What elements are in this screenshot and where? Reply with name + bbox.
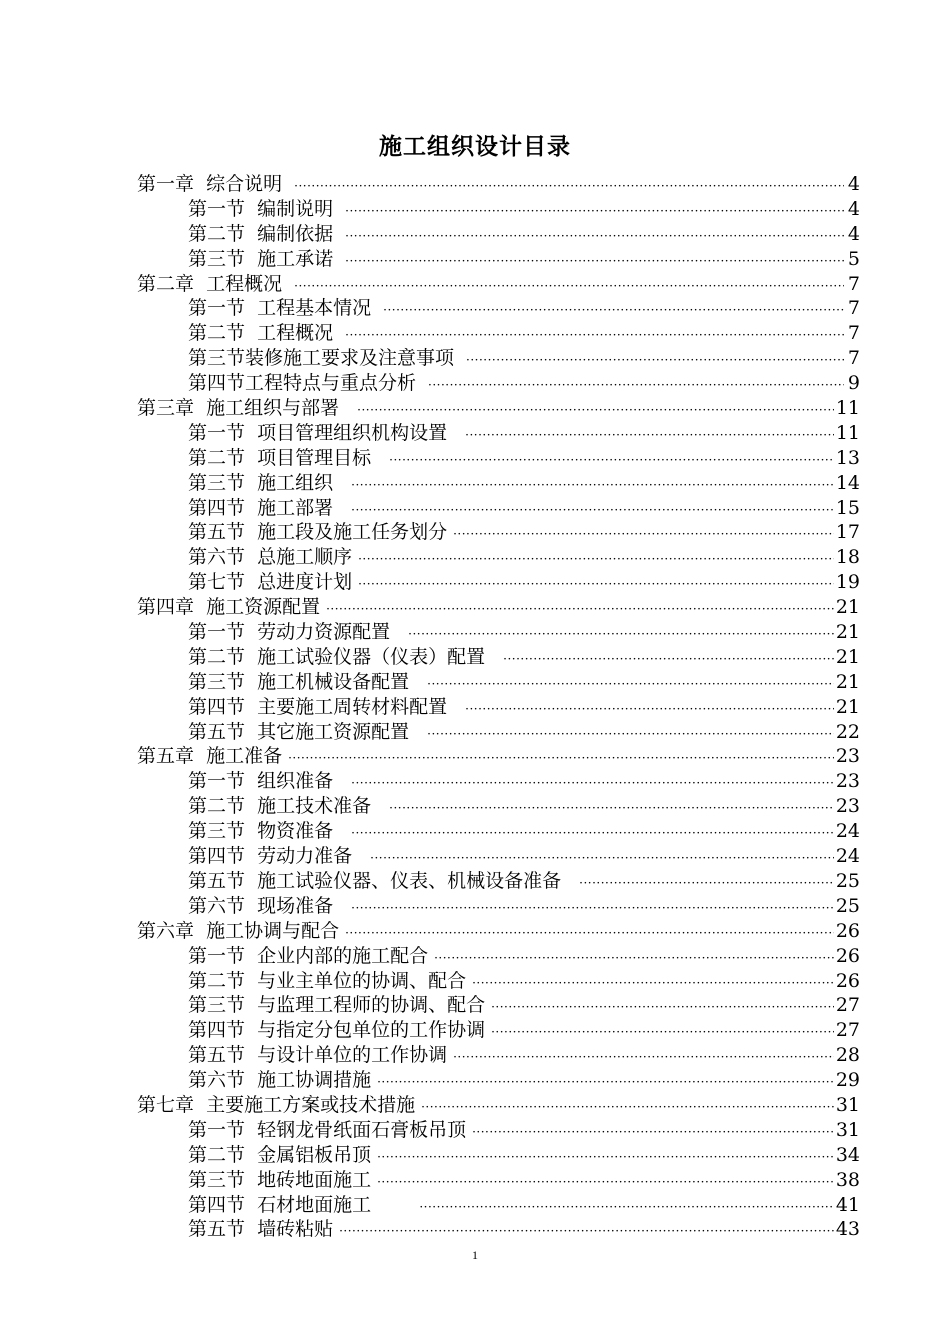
toc-entry-label: 第四章 施工资源配置 bbox=[137, 596, 321, 619]
toc-entry-page: 23 bbox=[835, 795, 860, 818]
toc-entry-page: 7 bbox=[847, 297, 860, 320]
toc-section-entry[interactable] bbox=[137, 1168, 860, 1193]
toc-section-entry[interactable] bbox=[137, 321, 860, 346]
toc-entry-page: 21 bbox=[835, 695, 860, 718]
toc-section-entry[interactable] bbox=[137, 620, 860, 645]
toc-leader-dots bbox=[377, 1070, 834, 1095]
toc-section-entry[interactable] bbox=[137, 944, 860, 969]
toc-entry-page: 27 bbox=[835, 1019, 860, 1042]
toc-section-entry[interactable] bbox=[137, 346, 860, 371]
toc-entry-page: 23 bbox=[835, 770, 860, 793]
toc-entry-page: 21 bbox=[835, 621, 860, 644]
toc-entry-page: 4 bbox=[847, 197, 860, 220]
toc-leader-dots bbox=[453, 522, 834, 547]
toc-entry-label: 第二节 施工技术准备 bbox=[188, 795, 384, 818]
toc-section-entry[interactable] bbox=[137, 247, 860, 272]
toc-entry-label: 第七章 主要施工方案或技术措施 bbox=[137, 1093, 416, 1116]
toc-entry-page: 27 bbox=[835, 994, 860, 1017]
toc-leader-dots bbox=[326, 597, 834, 622]
toc-leader-dots bbox=[345, 249, 844, 274]
toc-entry-label: 第一节 企业内部的施工配合 bbox=[188, 944, 429, 967]
toc-section-entry[interactable] bbox=[137, 1018, 860, 1043]
toc-entry-label: 第一节 劳动力资源配置 bbox=[188, 621, 403, 644]
toc-leader-dots bbox=[351, 771, 834, 796]
toc-entry-label: 第三节 施工组织 bbox=[188, 471, 346, 494]
toc-entry-page: 25 bbox=[835, 869, 860, 892]
toc-entry-label: 第二节 与业主单位的协调、配合 bbox=[188, 969, 467, 992]
toc-entry-page: 7 bbox=[847, 347, 860, 370]
toc-entry-page: 17 bbox=[835, 521, 860, 544]
toc-leader-dots bbox=[579, 871, 834, 896]
toc-entry-label: 第三节 施工机械设备配置 bbox=[188, 670, 422, 693]
toc-section-entry[interactable] bbox=[137, 1217, 860, 1242]
toc-leader-dots bbox=[503, 647, 834, 672]
toc-entry-label: 第七节 总进度计划 bbox=[188, 571, 353, 594]
toc-leader-dots bbox=[434, 946, 834, 971]
toc-section-entry[interactable] bbox=[137, 1193, 860, 1218]
toc-leader-dots bbox=[472, 1120, 834, 1145]
toc-leader-dots bbox=[370, 846, 834, 871]
toc-entry-label: 第一节 编制说明 bbox=[188, 197, 340, 220]
toc-entry-page: 4 bbox=[847, 222, 860, 245]
toc-entry-page: 21 bbox=[835, 596, 860, 619]
toc-entry-label: 第四节 与指定分包单位的工作协调 bbox=[188, 1019, 486, 1042]
toc-entry-page: 24 bbox=[835, 820, 860, 843]
toc-chapter-entry[interactable] bbox=[137, 396, 860, 421]
toc-leader-dots bbox=[358, 572, 834, 597]
toc-section-entry[interactable] bbox=[137, 421, 860, 446]
toc-entry-page: 13 bbox=[835, 446, 860, 469]
toc-entry-page: 26 bbox=[835, 919, 860, 942]
toc-leader-dots bbox=[408, 622, 834, 647]
toc-entry-label: 第三节 与监理工程师的协调、配合 bbox=[188, 994, 486, 1017]
toc-entry-page: 11 bbox=[835, 397, 860, 420]
toc-entry-page: 21 bbox=[835, 645, 860, 668]
toc-entry-label: 第一章 综合说明 bbox=[137, 173, 289, 195]
toc-leader-dots bbox=[377, 1170, 834, 1195]
toc-section-entry[interactable] bbox=[137, 695, 860, 720]
toc-entry-label: 第二节 工程概况 bbox=[188, 322, 340, 345]
toc-entry-label: 第四节 主要施工周转材料配置 bbox=[188, 695, 460, 718]
toc-entry-label: 第二节 编制依据 bbox=[188, 222, 340, 245]
toc-section-entry[interactable] bbox=[137, 645, 860, 670]
toc-entry-page: 21 bbox=[835, 670, 860, 693]
toc-entry-page: 22 bbox=[835, 720, 860, 743]
toc-leader-dots bbox=[377, 1145, 834, 1170]
toc-entry-page: 11 bbox=[835, 421, 860, 444]
toc-section-entry[interactable] bbox=[137, 769, 860, 794]
toc-entry-page: 41 bbox=[835, 1193, 860, 1216]
toc-entry-label: 第六节 现场准备 bbox=[188, 894, 346, 917]
toc-leader-dots bbox=[389, 448, 834, 473]
toc-entry-page: 26 bbox=[835, 944, 860, 967]
toc-entry-label: 第三节装修施工要求及注意事项 bbox=[188, 347, 461, 370]
toc-section-entry[interactable] bbox=[137, 496, 860, 521]
toc-section-entry[interactable] bbox=[137, 819, 860, 844]
toc-section-entry[interactable] bbox=[137, 1043, 860, 1068]
toc-entry-page: 23 bbox=[835, 745, 860, 768]
toc-leader-dots bbox=[351, 498, 834, 523]
toc-leader-dots bbox=[472, 971, 834, 996]
toc-chapter-entry[interactable] bbox=[137, 1093, 860, 1118]
toc-section-entry[interactable] bbox=[137, 720, 860, 745]
toc-leader-dots bbox=[345, 224, 844, 249]
toc-entry-page: 43 bbox=[835, 1218, 860, 1241]
toc-entry-label: 第三章 施工组织与部署 bbox=[137, 397, 352, 420]
toc-section-entry[interactable] bbox=[137, 794, 860, 819]
toc-leader-dots bbox=[427, 672, 834, 697]
toc-entry-label: 第五节 墙砖粘贴 bbox=[188, 1218, 334, 1241]
toc-chapter-entry[interactable] bbox=[137, 272, 860, 297]
toc-entry-label: 第一节 轻钢龙骨纸面石膏板吊顶 bbox=[188, 1118, 467, 1141]
toc-section-entry[interactable] bbox=[137, 969, 860, 994]
toc-leader-dots bbox=[465, 423, 834, 448]
toc-section-entry[interactable] bbox=[137, 670, 860, 695]
toc-leader-dots bbox=[491, 1020, 834, 1045]
toc-chapter-entry[interactable] bbox=[137, 744, 860, 769]
toc-entry-label: 第二章 工程概况 bbox=[137, 272, 289, 295]
toc-leader-dots bbox=[345, 921, 834, 946]
toc-section-entry[interactable] bbox=[137, 1118, 860, 1143]
toc-section-entry[interactable] bbox=[137, 993, 860, 1018]
toc-entry-page: 24 bbox=[835, 845, 860, 868]
toc-leader-dots bbox=[294, 274, 844, 299]
toc-leader-dots bbox=[288, 746, 834, 771]
toc-section-entry[interactable] bbox=[137, 296, 860, 321]
toc-leader-dots bbox=[421, 1095, 834, 1120]
toc-leader-dots bbox=[465, 697, 834, 722]
toc-section-entry[interactable] bbox=[137, 222, 860, 247]
toc-entry-label: 第五节 施工试验仪器、仪表、机械设备准备 bbox=[188, 869, 574, 892]
toc-entry-page: 9 bbox=[847, 372, 860, 395]
toc-entry-label: 第二节 金属铝板吊顶 bbox=[188, 1143, 372, 1166]
toc-leader-dots bbox=[427, 722, 834, 747]
toc-leader-dots bbox=[357, 398, 834, 423]
toc-leader-dots bbox=[453, 1045, 834, 1070]
toc-entry-label: 第三节 施工承诺 bbox=[188, 247, 340, 270]
toc-entry-label: 第五节 与设计单位的工作协调 bbox=[188, 1044, 448, 1067]
toc-leader-dots bbox=[358, 547, 834, 572]
toc-leader-dots bbox=[389, 796, 834, 821]
toc-chapter-entry[interactable] bbox=[137, 919, 860, 944]
toc-entry-page: 4 bbox=[847, 173, 860, 195]
toc-entry-page: 31 bbox=[835, 1118, 860, 1141]
toc-leader-dots bbox=[294, 174, 844, 199]
toc-leader-dots bbox=[345, 323, 844, 348]
toc-entry-label: 第六节 总施工顺序 bbox=[188, 546, 353, 569]
toc-leader-dots bbox=[383, 298, 844, 323]
toc-leader-dots bbox=[491, 995, 834, 1020]
toc-leader-dots bbox=[466, 348, 844, 373]
toc-leader-dots bbox=[428, 373, 844, 398]
toc-section-entry[interactable] bbox=[137, 545, 860, 570]
toc-entry-label: 第二节 施工试验仪器（仪表）配置 bbox=[188, 645, 498, 668]
toc-entry-label: 第一节 工程基本情况 bbox=[188, 297, 378, 320]
document-title: 施工组织设计目录 bbox=[379, 134, 571, 160]
toc-section-entry[interactable] bbox=[137, 570, 860, 595]
toc-entry-page: 15 bbox=[835, 496, 860, 519]
toc-leader-dots bbox=[339, 1219, 834, 1244]
toc-leader-dots bbox=[345, 199, 844, 224]
toc-entry-label: 第一节 项目管理组织机构设置 bbox=[188, 421, 460, 444]
toc-leader-dots bbox=[351, 821, 834, 846]
toc-entry-label: 第一节 组织准备 bbox=[188, 770, 346, 793]
toc-section-entry[interactable] bbox=[137, 197, 860, 222]
toc-leader-dots bbox=[419, 1195, 833, 1220]
toc-chapter-entry[interactable] bbox=[137, 172, 860, 197]
toc-entry-page: 7 bbox=[847, 272, 860, 295]
toc-entry-label: 第四节 施工部署 bbox=[188, 496, 346, 519]
toc-entry-label: 第二节 项目管理目标 bbox=[188, 446, 384, 469]
toc-entry-page: 25 bbox=[835, 894, 860, 917]
toc-entry-page: 18 bbox=[835, 546, 860, 569]
page-number: 1 bbox=[472, 1248, 478, 1262]
toc-entry-page: 38 bbox=[835, 1168, 860, 1191]
toc-entry-label: 第四节 劳动力准备 bbox=[188, 845, 365, 868]
toc-entry-label: 第五节 施工段及施工任务划分 bbox=[188, 521, 448, 544]
toc-entry-label: 第五节 其它施工资源配置 bbox=[188, 720, 422, 743]
toc-section-entry[interactable] bbox=[137, 520, 860, 545]
toc-entry-page: 28 bbox=[835, 1044, 860, 1067]
toc-leader-dots bbox=[351, 896, 834, 921]
toc-entry-page: 29 bbox=[835, 1069, 860, 1092]
toc-leader-dots bbox=[351, 473, 834, 498]
toc-entry-label: 第五章 施工准备 bbox=[137, 745, 283, 768]
toc-section-entry[interactable] bbox=[137, 1143, 860, 1168]
toc-section-entry[interactable] bbox=[137, 894, 860, 919]
toc-entry-label: 第三节 物资准备 bbox=[188, 820, 346, 843]
toc-entry-label: 第六节 施工协调措施 bbox=[188, 1069, 372, 1092]
toc-entry-label: 第四节工程特点与重点分析 bbox=[188, 372, 423, 395]
toc-section-entry[interactable] bbox=[137, 844, 860, 869]
toc-section-entry[interactable] bbox=[137, 446, 860, 471]
toc-section-entry[interactable] bbox=[137, 1068, 860, 1093]
toc-section-entry[interactable] bbox=[137, 869, 860, 894]
toc-entry-label: 第四节 石材地面施工 bbox=[188, 1193, 414, 1216]
toc-entry-page: 31 bbox=[835, 1093, 860, 1116]
toc-entry-label: 第三节 地砖地面施工 bbox=[188, 1168, 372, 1191]
table-of-contents bbox=[137, 172, 860, 1242]
toc-entry-page: 19 bbox=[835, 571, 860, 594]
toc-section-entry[interactable] bbox=[137, 471, 860, 496]
toc-entry-page: 14 bbox=[835, 471, 860, 494]
toc-section-entry[interactable] bbox=[137, 371, 860, 396]
toc-entry-label: 第六章 施工协调与配合 bbox=[137, 919, 340, 942]
toc-entry-page: 26 bbox=[835, 969, 860, 992]
toc-entry-page: 5 bbox=[847, 247, 860, 270]
toc-chapter-entry[interactable] bbox=[137, 595, 860, 620]
toc-entry-page: 34 bbox=[835, 1143, 860, 1166]
toc-entry-page: 7 bbox=[847, 322, 860, 345]
